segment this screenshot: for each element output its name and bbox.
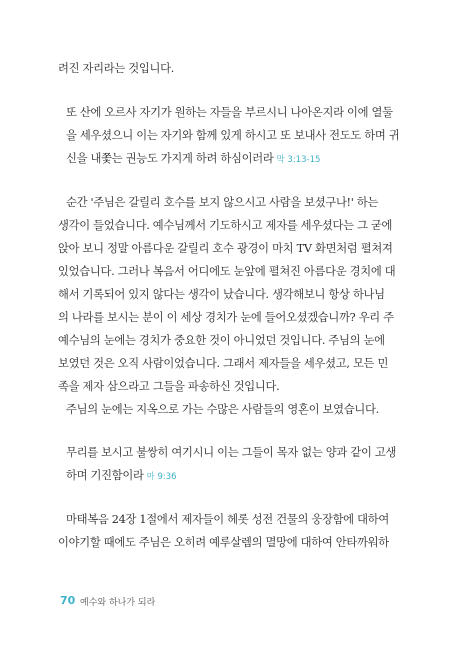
- paragraph-line: 예수님의 눈에는 경치가 중요한 것이 아니었던 것입니다. 주님의 눈에: [58, 334, 385, 347]
- quote-text: 하며 기진함이라: [66, 469, 144, 482]
- quote-line: [66, 469, 177, 484]
- scripture-reference: 마 9:36: [146, 472, 177, 482]
- paragraph-line: 있었습니다. 그러나 복음서 어디에도 눈앞에 펼쳐진 아름다운 경치에 대: [58, 265, 396, 278]
- paragraph-line: 순간 '주님은 갈릴리 호수를 보지 않으시고 사람을 보셨구나!' 하는: [66, 196, 379, 209]
- quote-line: 을 세우셨으니 이는 자기와 함께 있게 하시고 또 보내사 전도도 하며 귀: [66, 129, 400, 142]
- paragraph-line: 생각이 들었습니다. 예수님께서 기도하시고 제자를 세우셨다는 그 굳에: [58, 219, 393, 232]
- scripture-reference: 막 3:13-15: [276, 155, 321, 165]
- quote-text: 신을 내쫓는 권능도 가지게 하려 하심이러라: [66, 152, 274, 165]
- paragraph-line: 이야기할 때에도 주님은 오히려 예루살렘의 멸망에 대하여 안타까워하: [58, 536, 389, 549]
- quote-line: 무리를 보시고 불쌍히 여기시니 이는 그들이 목자 없는 양과 같이 고생: [66, 446, 397, 459]
- paragraph-line: 해서 기록되어 있지 않다는 생각이 났습니다. 생각해보니 항상 하나님: [58, 288, 385, 301]
- running-footer-title: 예수와 하나가 되라: [80, 598, 156, 608]
- quote-line: 또 산에 오르사 자기가 원하는 자들을 부르시니 나아온지라 이에 열둘: [66, 106, 393, 119]
- paragraph-line: 주님의 눈에는 지옥으로 가는 수많은 사람들의 영혼이 보였습니다.: [66, 403, 379, 416]
- paragraph-line: 보였던 것은 오직 사람이었습니다. 그래서 제자들을 세우셨고, 모든 민: [58, 357, 389, 370]
- paragraph-line: 족을 제자 삼으라고 그들을 파송하신 것입니다.: [58, 380, 280, 393]
- paragraph-line: 려진 자리라는 것입니다.: [58, 62, 175, 75]
- quote-line: [66, 152, 320, 167]
- paragraph-line: 의 나라를 보시는 분이 이 세상 경치가 눈에 들어오셨겠습니까? 우리 주: [58, 311, 394, 324]
- paragraph-line: 앉아 보니 정말 아름다운 갈릴리 호수 광경이 마치 TV 화면처럼 펼쳐져: [58, 242, 393, 255]
- page-number: 70: [60, 594, 76, 607]
- paragraph-line: 마태복음 24장 1절에서 제자들이 헤롯 성전 건물의 웅장함에 대하여: [66, 513, 389, 526]
